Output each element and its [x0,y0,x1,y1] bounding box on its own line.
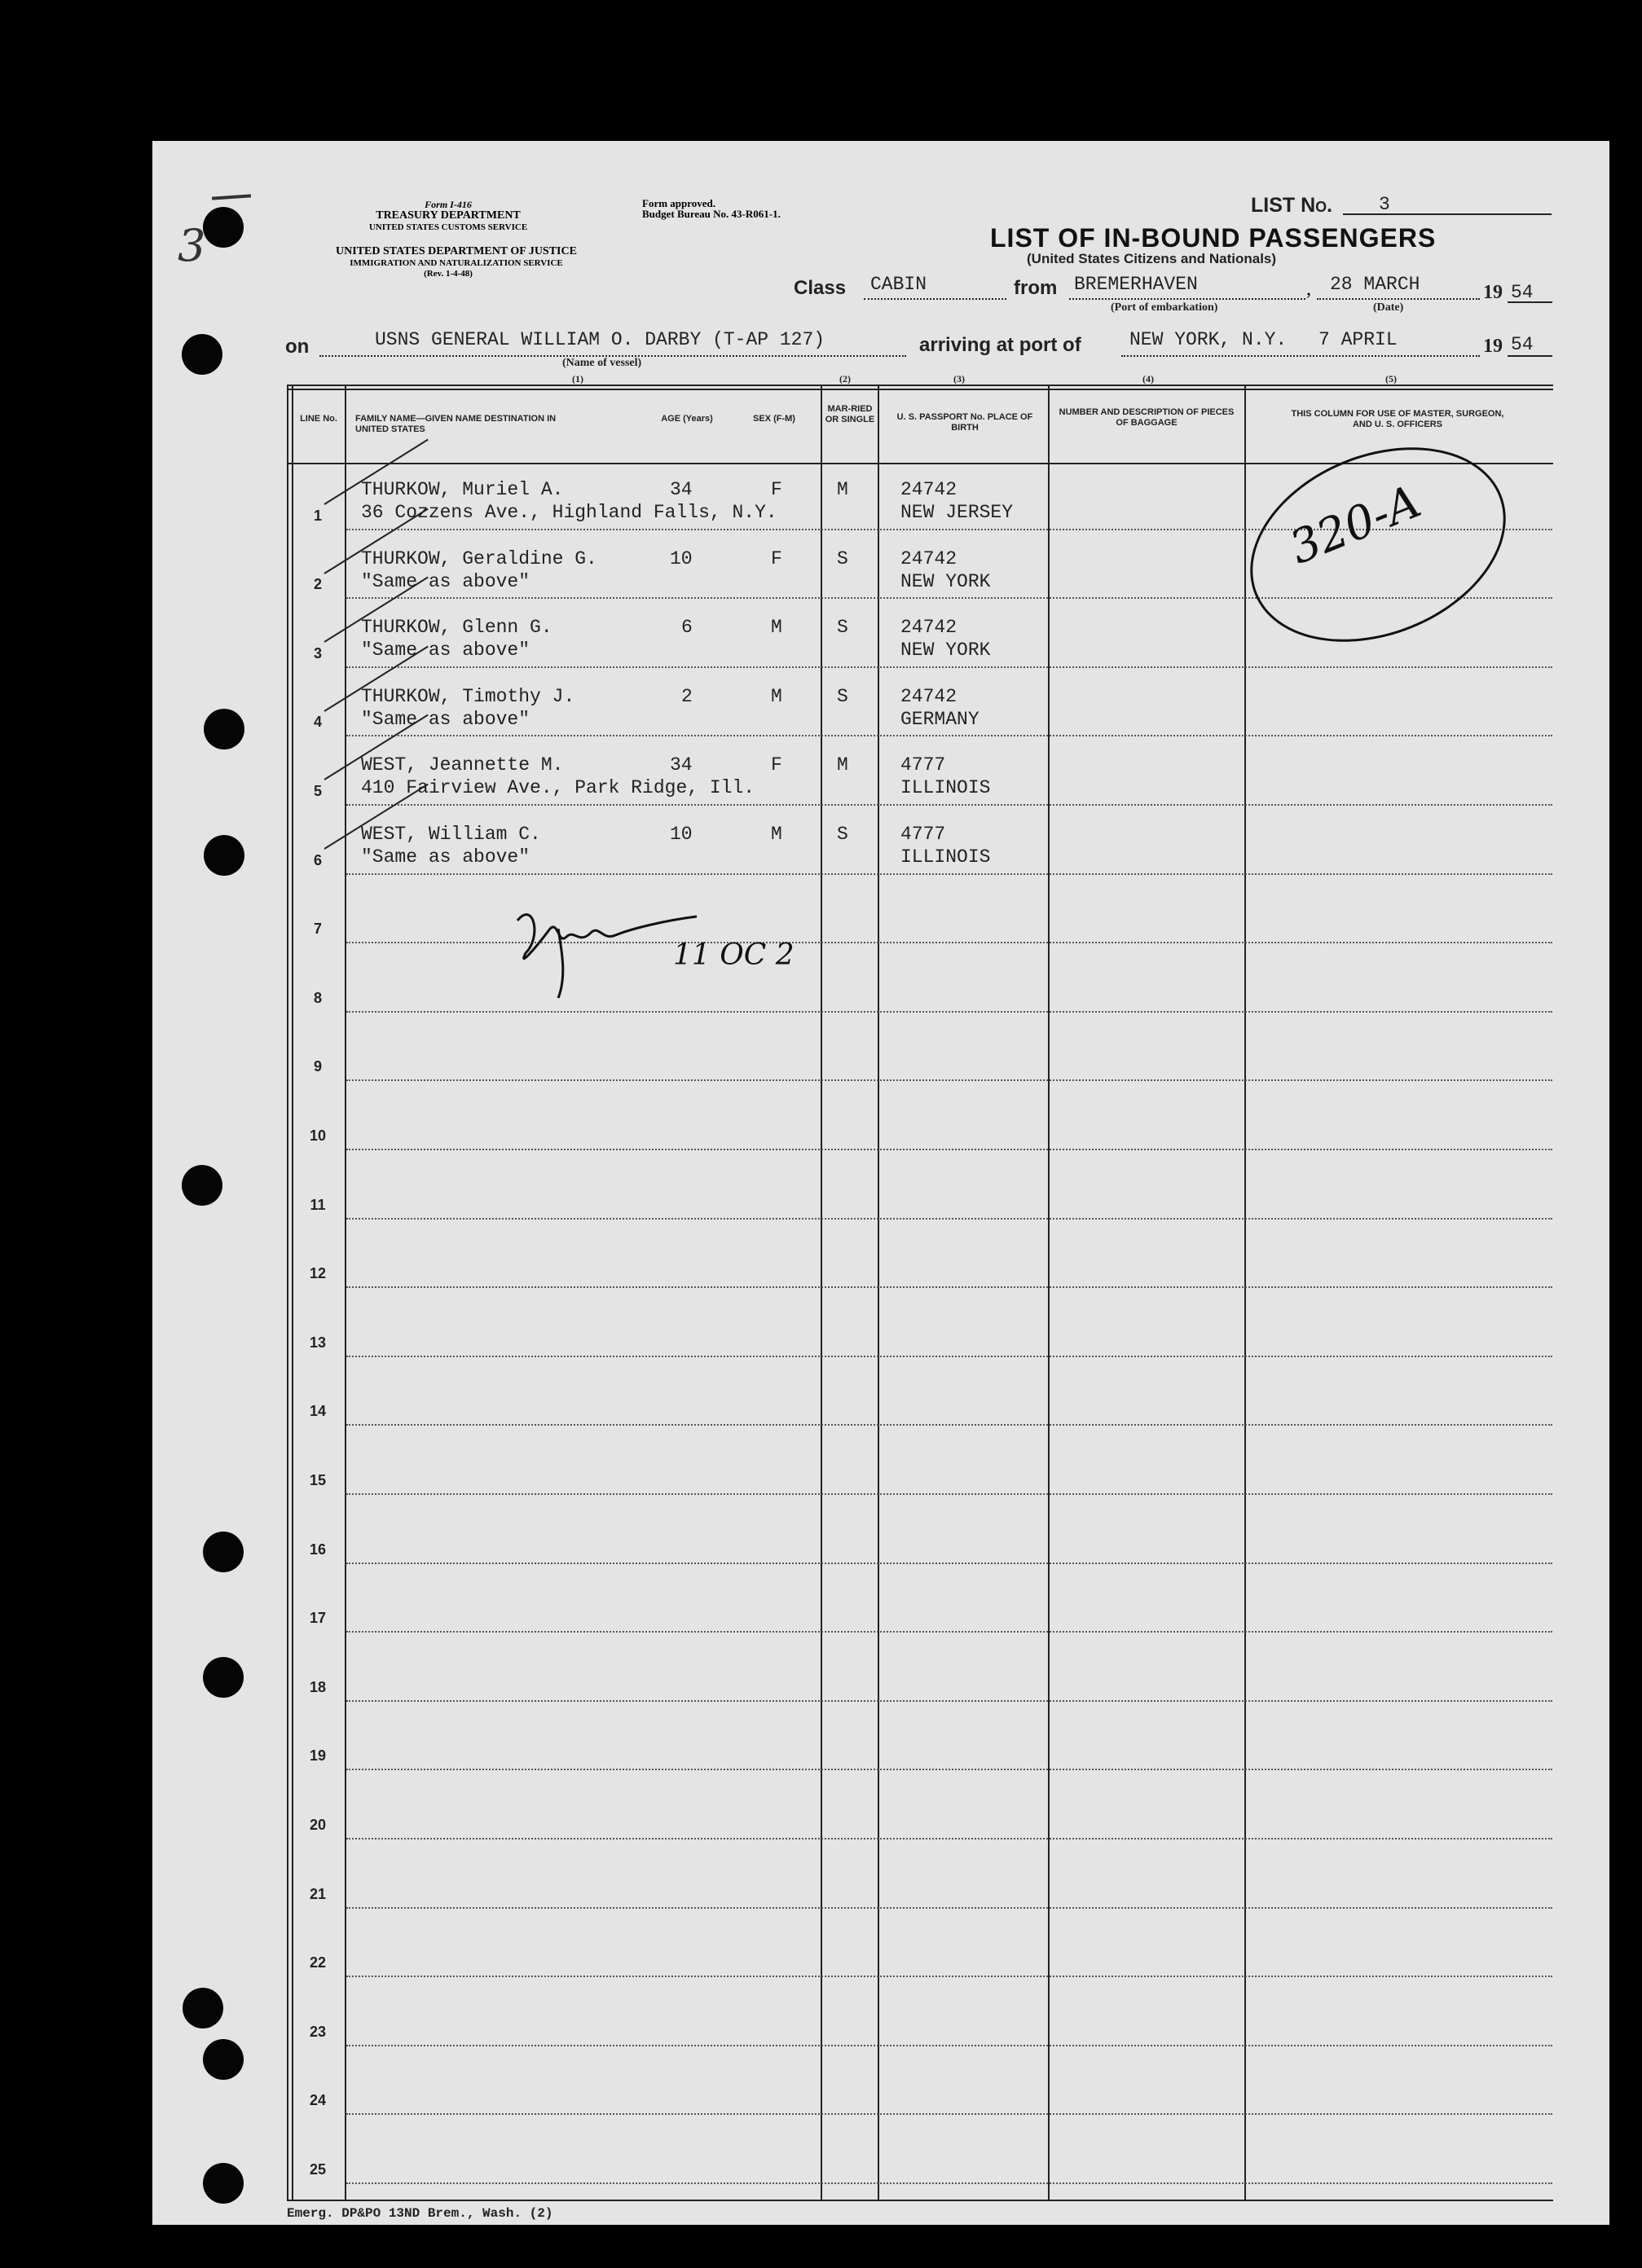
passenger-sex: M [771,685,782,707]
line-number: 15 [309,1472,327,1488]
line-number: 7 [313,921,322,938]
row-rule [346,804,1552,806]
header-married-single: MAR-RIED OR SINGLE [825,404,875,424]
margin-mark: 3 [178,220,206,271]
punch-hole [183,1988,223,2028]
vessel-name: USNS GENERAL WILLIAM O. DARBY (T-AP 127) [375,329,825,350]
line-number: 4 [313,714,322,731]
list-number: 3 [1379,194,1390,215]
row-rule [346,1424,1552,1426]
vessel-caption: (Name of vessel) [562,357,642,369]
col-num-5: (5) [1385,373,1397,385]
embarkation-port: BREMERHAVEN [1074,274,1198,295]
on-label: on [285,336,310,358]
class-label: Class [794,277,847,299]
passenger-name: THURKOW, Geraldine G. [361,547,597,569]
arrival-date: 7 APRIL [1318,329,1398,350]
line-number: 12 [309,1265,327,1282]
row-rule [346,666,1552,668]
class-value: CABIN [870,274,927,295]
embarkation-date: 28 MARCH [1330,274,1420,295]
signature-note: 11 OC 2 [673,938,795,972]
row-rule [346,1011,1552,1013]
passenger-name: WEST, Jeannette M. [361,754,564,776]
revision: (Rev. 1-4-48) [424,269,473,279]
passenger-passport: 24742 [900,547,957,569]
row-rule [346,1631,1552,1633]
punch-hole [182,1165,222,1206]
from-label: from [1014,277,1058,299]
header-name-destination: FAMILY NAME—GIVEN NAME DESTINATION IN UNITED STATES [355,414,557,434]
passenger-name: THURKOW, Glenn G. [361,617,552,639]
passenger-destination: 410 Fairview Ave., Park Ridge, Ill. [361,777,755,799]
year-prefix: 19 [1483,282,1503,303]
col-num-4: (4) [1142,373,1154,385]
passenger-passport: 4777 [900,754,946,776]
date-underline [1317,298,1480,300]
line-number: 18 [309,1678,327,1695]
header-officers: THIS COLUMN FOR USE OF MASTER, SURGEON, AND U. S. OFFICERS [1291,409,1504,429]
passenger-destination: 36 Cozzens Ave., Highland Falls, N.Y. [361,502,777,523]
punch-hole [203,1532,244,1572]
customs-service: UNITED STATES CUSTOMS SERVICE [368,222,528,232]
passenger-destination: "Same as above" [361,708,530,730]
line-number: 14 [309,1403,327,1420]
form-title: LIST OF IN-BOUND PASSENGERS [990,223,1437,253]
passenger-sex: F [771,479,782,500]
passenger-passport: 24742 [900,685,957,707]
passenger-destination: "Same as above" [361,640,530,662]
line-number: 11 [310,1196,326,1213]
port-caption: (Port of embarkation) [1111,301,1218,314]
row-rule [346,1218,1552,1220]
line-number: 1 [313,507,322,524]
line-number: 24 [309,2092,327,2109]
line-number: 16 [309,1541,327,1558]
embarkation-year: 54 [1511,282,1534,303]
passenger-sex: M [771,617,782,639]
date-caption: (Date) [1373,301,1404,314]
line-number: 10 [309,1127,327,1144]
form-subtitle: (United States Citizens and Nationals) [1027,251,1277,266]
ins-service: IMMIGRATION AND NATURALIZATION SERVICE [350,258,563,268]
col-num-3: (3) [953,373,965,385]
passenger-passport: 4777 [900,824,946,845]
row-rule [346,1356,1552,1357]
treasury-department: TREASURY DEPARTMENT [376,209,521,222]
passenger-birthplace: ILLINOIS [900,846,991,868]
passenger-destination: "Same as above" [361,846,530,868]
punch-hole [204,709,244,749]
arriving-label: arriving at port of [919,334,1081,356]
passenger-destination: "Same as above" [361,570,530,592]
passenger-sex: F [771,547,782,569]
passenger-sex: F [771,754,782,776]
line-number: 5 [313,783,322,799]
passenger-age: 2 [681,685,693,707]
row-rule [346,2182,1552,2184]
passenger-birthplace: NEW YORK [900,640,991,662]
punch-hole [203,1657,244,1698]
header-line-no: LINE No. [300,414,337,424]
arrival-year: 54 [1511,334,1534,355]
punch-hole [182,334,222,375]
col-num-1: (1) [572,373,583,385]
passenger-marital-status: S [837,547,848,569]
passenger-birthplace: NEW JERSEY [900,502,1014,523]
list-number-underline [1343,213,1552,215]
passenger-name: THURKOW, Timothy J. [361,685,575,707]
line-number: 22 [309,1954,327,1971]
row-rule [346,1079,1552,1081]
row-rule [346,1563,1552,1564]
punch-hole [203,2163,244,2204]
passenger-birthplace: GERMANY [900,708,979,730]
justice-department: UNITED STATES DEPARTMENT OF JUSTICE [336,245,577,257]
arrival-port: NEW YORK, N.Y. [1129,329,1288,350]
punch-hole [203,2039,244,2080]
row-rule [346,2113,1552,2115]
passenger-marital-status: M [837,479,848,500]
annotation-320a: 320-A [1282,475,1428,575]
year-prefix-2: 19 [1483,336,1503,357]
passenger-age: 34 [670,754,693,776]
line-number: 2 [313,576,322,593]
line-number: 25 [309,2161,327,2178]
row-rule [346,1286,1552,1288]
year-underline-2 [1508,355,1552,357]
passenger-age: 10 [670,824,693,845]
form-approved: Form approved. [642,197,716,209]
line-number: 21 [309,1885,327,1902]
line-number: 13 [309,1334,327,1351]
line-number: 17 [309,1610,327,1627]
header-age: AGE (Years) [661,414,713,424]
comma: , [1306,279,1311,300]
passenger-sex: M [771,824,782,845]
line-number: 9 [313,1058,322,1075]
punch-hole [203,207,244,248]
arrival-underline [1121,355,1480,357]
passenger-passport: 24742 [900,617,957,639]
passenger-birthplace: NEW YORK [900,570,991,592]
passenger-marital-status: M [837,754,848,776]
passenger-marital-status: S [837,824,848,845]
list-number-label: LIST No. [1251,194,1333,217]
row-rule [346,873,1552,875]
col-num-2: (2) [839,373,851,385]
line-number: 20 [309,1817,327,1833]
passenger-name: THURKOW, Muriel A. [361,479,564,500]
punch-hole [204,835,244,876]
passenger-age: 10 [670,547,693,569]
row-rule [346,735,1552,736]
passenger-marital-status: S [837,685,848,707]
line-number: 3 [313,644,322,662]
passenger-name: WEST, William C. [361,824,541,845]
class-underline [864,298,1006,300]
budget-bureau: Budget Bureau No. 43-R061-1. [642,208,781,220]
row-rule [346,1149,1552,1150]
header-baggage: NUMBER AND DESCRIPTION OF PIECES OF BAGGAGE [1059,407,1235,428]
footer-printer: Emerg. DP&PO 13ND Brem., Wash. (2) [287,2206,553,2221]
line-number: 19 [309,1747,327,1765]
passenger-passport: 24742 [900,479,957,500]
line-number: 8 [313,989,322,1006]
line-number: 23 [309,2023,327,2040]
from-underline [1069,298,1305,300]
row-rule [346,1493,1552,1495]
passenger-age: 6 [681,617,693,639]
header-sex: SEX (F-M) [753,414,795,424]
header-passport-birth: U. S. PASSPORT No. PLACE OF BIRTH [896,412,1033,433]
show-through-text [359,1650,1540,2106]
form-number: Form I-416 [425,199,472,210]
line-number: 6 [313,851,322,868]
passenger-birthplace: ILLINOIS [900,777,991,799]
passenger-marital-status: S [837,617,848,639]
passenger-age: 34 [670,479,693,500]
